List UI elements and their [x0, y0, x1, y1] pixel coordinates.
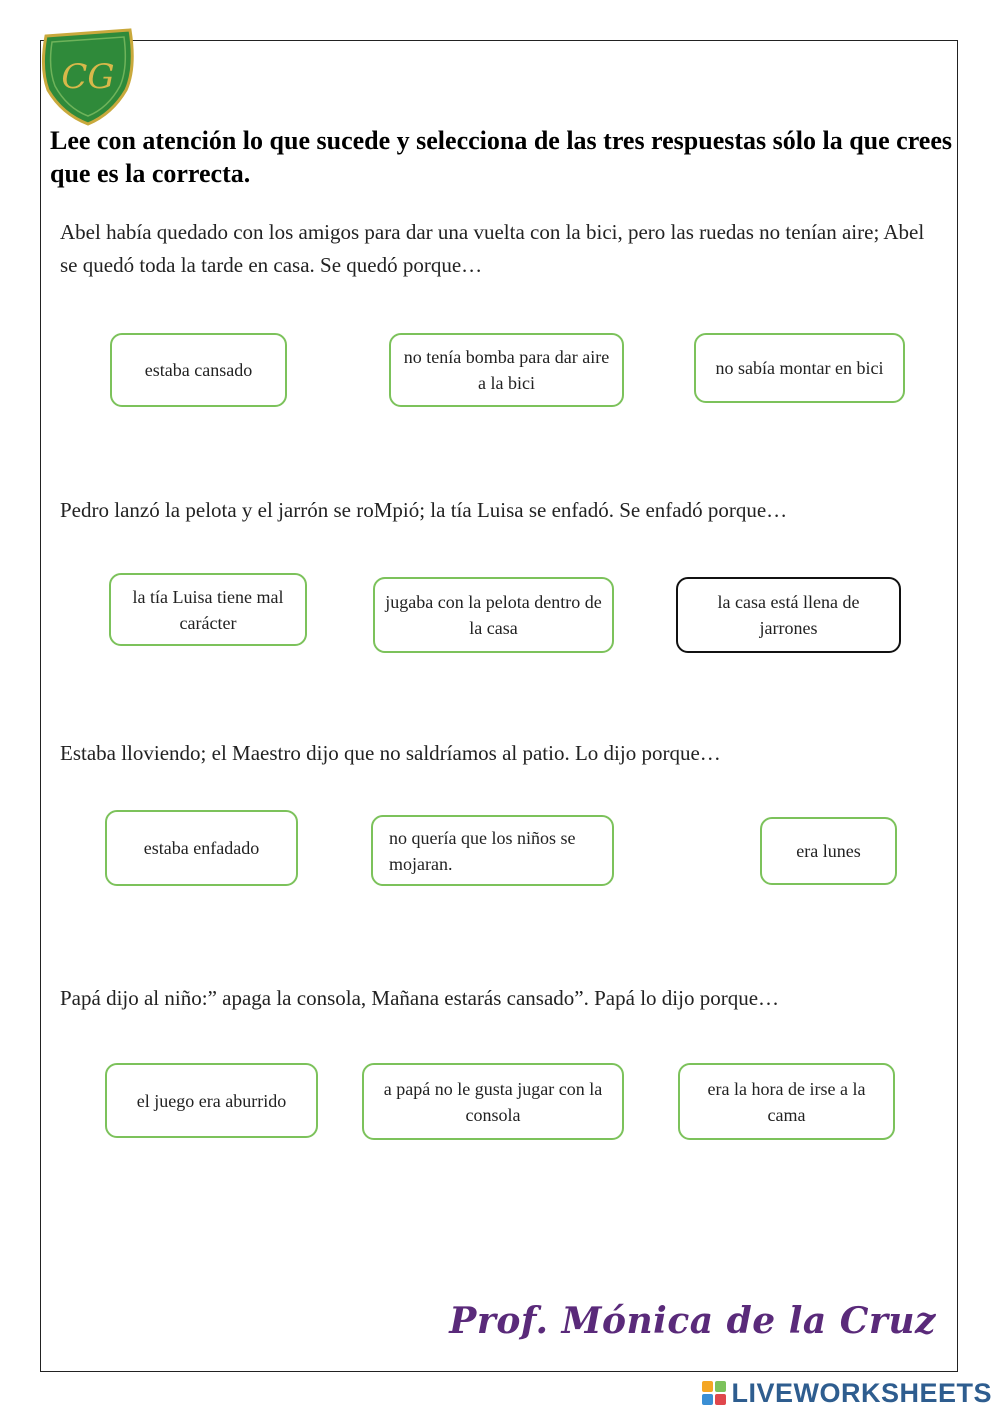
logo-monogram: CG — [61, 57, 115, 97]
q1-option-2[interactable]: no tenía bomba para dar aire a la bici — [389, 333, 624, 407]
question-1-prompt: Abel había quedado con los amigos para dar una vuelta con la bici, pero las ruedas no tenían aire; Abel se quedó toda la tarde en casa. Se quedó porque… — [60, 220, 925, 277]
q4-option-3[interactable]: era la hora de irse a la cama — [678, 1063, 895, 1140]
q3-option-3[interactable]: era lunes — [760, 817, 897, 885]
question-4-prompt: Papá dijo al niño:” apaga la consola, Mañana estarás cansado”. Papá lo dijo porque… — [60, 986, 780, 1010]
q4-option-2[interactable]: a papá no le gusta jugar con la consola — [362, 1063, 624, 1140]
school-logo — [38, 28, 138, 126]
q1-option-1[interactable]: estaba cansado — [110, 333, 287, 407]
q3-option-1[interactable]: estaba enfadado — [105, 810, 298, 886]
q4-option-1[interactable]: el juego era aburrido — [105, 1063, 318, 1138]
question-3-prompt: Estaba lloviendo; el Maestro dijo que no saldríamos al patio. Lo dijo porque… — [60, 741, 721, 765]
liveworksheets-brand — [701, 1376, 992, 1410]
q2-option-2[interactable]: jugaba con la pelota dentro de la casa — [373, 577, 614, 653]
instruction-heading: Lee con atención lo que sucede y selecciona de las tres respuestas sólo la que crees que es la correcta. — [50, 126, 952, 188]
q1-option-3[interactable]: no sabía montar en bici — [694, 333, 905, 403]
question-2-prompt: Pedro lanzó la pelota y el jarrón se roMpió; la tía Luisa se enfadó. Se enfadó porque… — [60, 498, 788, 522]
teacher-signature: Prof. Mónica de la Cruz — [449, 1300, 936, 1342]
brand-label: LIVEWORKSHEETS — [731, 1377, 992, 1408]
liveworksheets-logo-icon — [701, 1380, 727, 1406]
q2-option-1[interactable]: la tía Luisa tiene mal carácter — [109, 573, 307, 646]
q3-option-2[interactable]: no quería que los niños se mojaran. — [371, 815, 614, 886]
q2-option-3[interactable]: la casa está llena de jarrones — [676, 577, 901, 653]
